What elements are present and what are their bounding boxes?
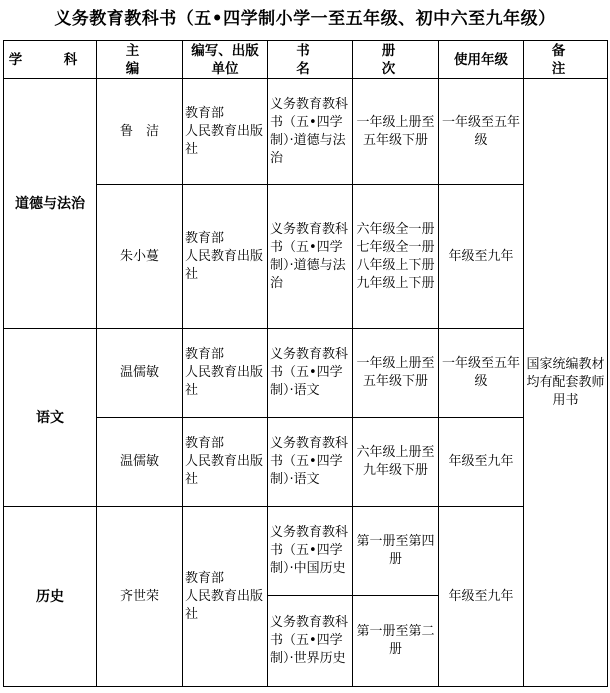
volume-cell: 一年级上册至五年级下册: [353, 329, 439, 418]
header-publisher: 编写、出版单位: [183, 41, 268, 79]
publisher-cell: 教育部 人民教育出版社: [183, 329, 268, 418]
book-cell: 义务教育教科书（五•四学制）·道德与法治: [268, 79, 353, 185]
header-volume: 册 次: [353, 41, 439, 79]
header-subject: 学 科: [4, 41, 97, 79]
subject-cell: 道德与法治: [4, 79, 97, 329]
editor-cell: 鲁 洁: [97, 79, 183, 185]
publisher-cell: 教育部 人民教育出版社: [183, 79, 268, 185]
document-title: 义务教育教科书（五•四学制小学一至五年级、初中六至九年级）: [54, 9, 556, 29]
publisher-cell: 教育部 人民教育出版社: [183, 507, 268, 687]
book-cell: 义务教育教科书（五•四学制）·中国历史: [268, 507, 353, 596]
grade-cell: 年级至九年: [439, 185, 524, 329]
subject-cell: 历史: [4, 507, 97, 687]
grade-cell: 年级至九年: [439, 418, 524, 507]
editor-cell: 朱小蔓: [97, 185, 183, 329]
volume-cell: 一年级上册至五年级下册: [353, 79, 439, 185]
editor-cell: 温儒敏: [97, 329, 183, 418]
table-row: [4, 329, 608, 418]
volume-cell: 六年级上册至九年级下册: [353, 418, 439, 507]
remark-cell: 国家统编教材 均有配套教师用书: [524, 79, 608, 687]
volume-cell: 第一册至第四册: [353, 507, 439, 596]
volume-cell: 第一册至第二册: [353, 596, 439, 687]
book-cell: 义务教育教科书（五•四学制）·语文: [268, 418, 353, 507]
header-editor: 主 编: [97, 41, 183, 79]
editor-cell: 齐世荣: [97, 507, 183, 687]
editor-cell: 温儒敏: [97, 418, 183, 507]
header-grade: 使用年级: [439, 41, 524, 79]
header-remark: 备 注: [524, 41, 608, 79]
subject-cell: 语文: [4, 329, 97, 507]
book-cell: 义务教育教科书（五•四学制）·世界历史: [268, 596, 353, 687]
grade-cell: 年级至九年: [439, 507, 524, 687]
publisher-cell: 教育部 人民教育出版社: [183, 185, 268, 329]
book-cell: 义务教育教科书（五•四学制）·道德与法治: [268, 185, 353, 329]
grade-cell: 一年级至五年级: [439, 79, 524, 185]
table-row: [4, 79, 608, 185]
volume-cell: 六年级全一册 七年级全一册 八年级上下册 九年级上下册: [353, 185, 439, 329]
publisher-cell: 教育部 人民教育出版社: [183, 418, 268, 507]
table-row: [4, 507, 608, 596]
grade-cell: 一年级至五年级: [439, 329, 524, 418]
header-row: [4, 41, 608, 79]
header-book: 书 名: [268, 41, 353, 79]
textbook-table: [3, 40, 608, 687]
book-cell: 义务教育教科书（五•四学制）·语文: [268, 329, 353, 418]
